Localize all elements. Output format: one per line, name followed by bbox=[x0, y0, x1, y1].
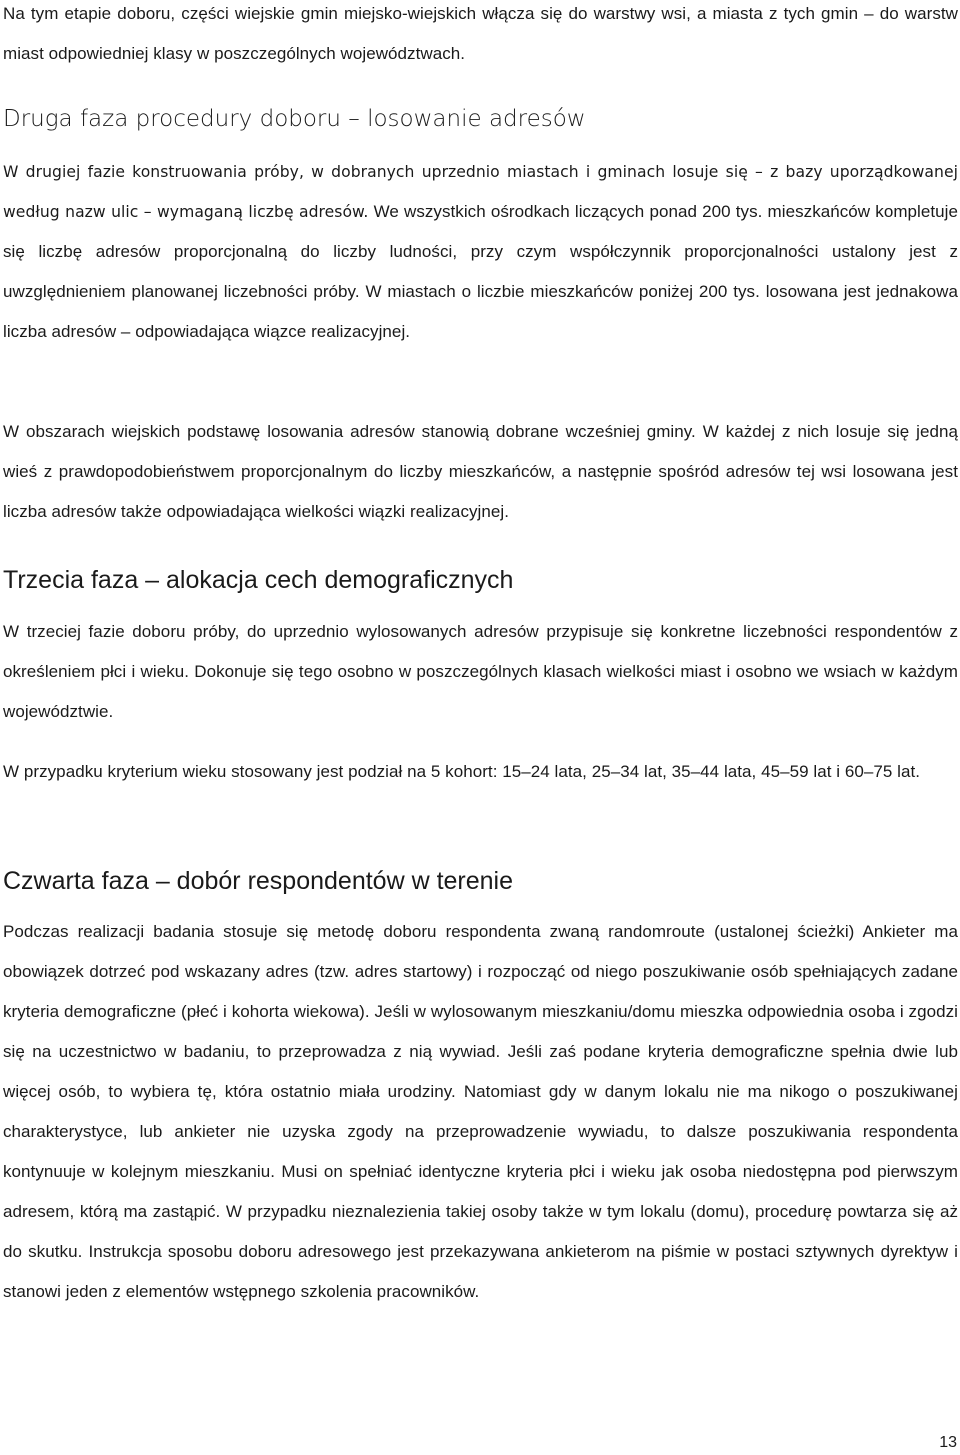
section-3-paragraph-2: W przypadku kryterium wieku stosowany jest podział na 5 kohort: 15–24 lata, 25–34 lat, 35–44 lata, 45–59 lat i 60–75 lat. bbox=[3, 762, 921, 781]
section-2-paragraph-1 bbox=[3, 152, 958, 352]
section-heading-phase-2: Druga faza procedury doboru – losowanie adresów bbox=[3, 106, 586, 132]
page-number: 13 bbox=[939, 1434, 957, 1451]
section-3-paragraph-1: W trzeciej fazie doboru próby, do uprzednio wylosowanych adresów przypisuje się konkretne liczebności respondentów z określeniem płci i wieku. Dokonuje się tego osobno w poszczególnych klasach wielkości miast i osobno we wsiach w każdym województwie. bbox=[3, 622, 958, 721]
intro-paragraph: Na tym etapie doboru, części wiejskie gmin miejsko-wiejskich włącza się do warstwy wsi, a miasta z tych gmin – do warstw miast odpowiedniej klasy w poszczególnych województwach. bbox=[3, 4, 958, 63]
section-heading-phase-3: Trzecia faza – alokacja cech demograficznych bbox=[3, 566, 514, 594]
section-2-paragraph-1-part-2: We wszystkich ośrodkach liczących ponad 200 tys. mieszkańców kompletuje się liczbę adresów proporcjonalną do liczby ludności, przy czym współczynnik proporcjonalności ustalony jest z uwzględnieniem planowanej liczebności próby. W miastach o liczbie mieszkańców poniżej 200 tys. losowana jest jednakowa liczba adresów – odpowiadająca wiązce realizacyjnej. bbox=[3, 202, 958, 341]
section-2-paragraph-2: W obszarach wiejskich podstawę losowania adresów stanowią dobrane wcześniej gminy. W każdej z nich losuje się jedną wieś z prawdopodobieństwem proporcjonalnym do liczby mieszkańców, a następnie spośród adresów tej wsi losowana jest liczba adresów także odpowiadająca wielkości wiązki realizacyjnej. bbox=[3, 422, 958, 521]
section-4-paragraph-1: Podczas realizacji badania stosuje się metodę doboru respondenta zwaną randomroute (ustalonej ścieżki) Ankieter ma obowiązek dotrzeć pod wskazany adres (tzw. adres startowy) i rozpocząć od niego poszukiwanie osób spełniających zadane kryteria demograficzne (płeć i kohorta wiekowa). Jeśli w wylosowanym mieszkaniu/domu mieszka odpowiednia osoba i zgodzi się na uczestnictwo w badaniu, to przeprowadza z nią wywiad. Jeśli zaś podane kryteria demograficzne spełnia dwie lub więcej osób, to wybiera tę, która ostatnio miała urodziny. Natomiast gdy w danym lokalu nie ma nikogo o poszukiwanej charakterystyce, lub ankieter nie uzyska zgody na przeprowadzenie wywiadu, to dalsze poszukiwania respondenta kontynuuje w kolejnym mieszkaniu. Musi on spełniać identyczne kryteria płci i wieku jak osoba niedostępna pod pierwszym adresem, którą ma zastąpić. W przypadku nieznalezienia takiej osoby także w tym lokalu (domu), procedurę powtarza się aż do skutku. Instrukcja sposobu doboru adresowego jest przekazywana ankieterom na piśmie w postaci sztywnych dyrektyw i stanowi jeden z elementów wstępnego szkolenia pracowników. bbox=[3, 922, 958, 1301]
section-heading-phase-4: Czwarta faza – dobór respondentów w terenie bbox=[3, 867, 514, 895]
section-2-paragraph-1-part-1: W drugiej fazie konstruowania próby, w dobranych uprzednio miastach i gminach losuje się – z bazy uporządkowanej według nazw ulic – wymaganą liczbę adresów. bbox=[3, 163, 958, 221]
